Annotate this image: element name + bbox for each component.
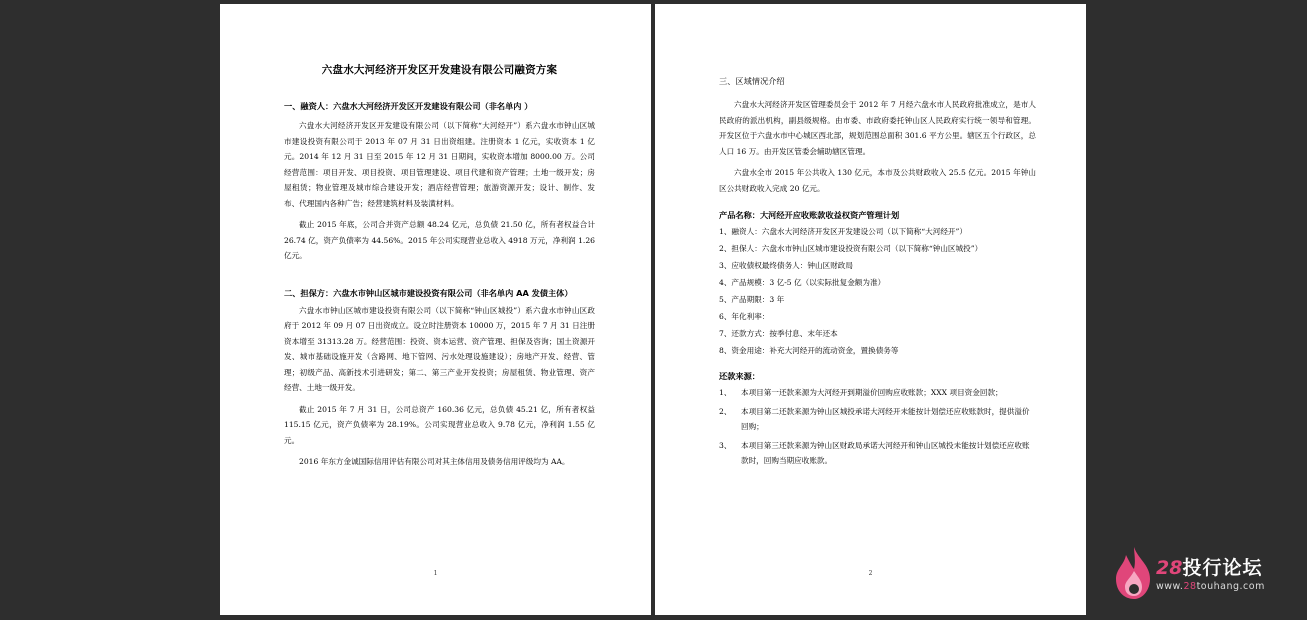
product-item: 3、应收债权最终债务人：钟山区财政局 [719, 261, 853, 270]
repayment-item [719, 404, 1036, 435]
document-page-1[interactable] [220, 4, 651, 615]
repayment-item-text: 本项目第三还款来源为钟山区财政局承诺大河经开和钟山区城投未能按计划偿还应收账款时，回购当期应收账款。 [741, 440, 1030, 465]
logo-url-highlight: 28 [1183, 581, 1197, 592]
section-1-paragraph-2: 截止 2015 年底，公司合并资产总额 48.24 亿元，总负债 21.50 亿，所有者权益合计 26.74 亿，资产负债率为 44.56%。2015 年公司实现营业总收入 4918 万元，净利润 1.26 亿元。 [284, 220, 595, 260]
repayment-item [719, 438, 1036, 469]
product-item: 2、担保人：六盘水市钟山区城市建设投资有限公司（以下简称“钟山区城投”） [719, 244, 983, 253]
section-3-heading: 三、区域情况介绍 [719, 76, 785, 86]
section-2-heading: 二、担保方：六盘水市钟山区城市建设投资有限公司（非名单内 AA 发债主体） [284, 287, 573, 298]
repayment-list [719, 385, 1036, 469]
product-item: 7、还款方式：按季付息、末年还本 [719, 329, 838, 338]
section-3-paragraph-1: 六盘水大河经济开发区管理委员会于 2012 年 7 月经六盘水市人民政府批准成立，是市人民政府的派出机构，副县级规格。由市委、市政府委托钟山区人民政府实行统一领导和管理。开发区位于六盘水市中心城区西北部，规划范围总面积 301.6 平方公里。辖区五个行政区，总人口 16 万。由开发区管委会辅助辖区管理。 [719, 100, 1036, 156]
section-2-paragraph-1: 六盘水市钟山区城市建设投资有限公司（以下简称“钟山区城投”）系六盘水市钟山区政府于 2012 年 09 月 07 日出资成立。设立时注册资本 10000 万，2015 年 7 月 31 日注册资本增至 31313.28 万。经营范围：投资、资本运营、资产管理、担保及咨询；国土资源开发、城市基础设施开发（含路网、地下管网、污水处理设施建设）；房地产开发、经营、管理；初级产品、高新技术引进研发；第二、第三产业开发投资；房屋租赁、物业管理、资产经营、土地一级开发。 [284, 305, 595, 392]
section-1-heading: 一、融资人：六盘水大河经济开发区开发建设有限公司（非名单内 ） [284, 101, 533, 111]
page-number: 1 [433, 570, 438, 577]
logo-number: 28 [1156, 557, 1183, 579]
product-heading: 产品名称：大河经开应收账款收益权资产管理计划 [719, 210, 900, 220]
product-item: 1、融资人：六盘水大河经济开发区开发建设公司（以下简称“大河经开”） [719, 227, 967, 236]
logo-url-prefix: www. [1156, 581, 1184, 592]
section-3-paragraph-2: 六盘水全市 2015 年公共收入 130 亿元，本市及公共财政收入 25.5 亿元。2015 年钟山区公共财政收入完成 20 亿元。 [719, 168, 1036, 193]
product-item: 5、产品期限：3 年 [719, 295, 785, 304]
flame-icon [1112, 545, 1156, 601]
document-page-2[interactable] [655, 4, 1086, 615]
section-2-paragraph-3: 2016 年东方金诚国际信用评估有限公司对其主体信用及债务信用评级均为 AA。 [299, 457, 570, 466]
product-item: 6、年化利率： [719, 312, 770, 321]
repayment-item-number: 2、 [719, 406, 732, 416]
repayment-item-text: 本项目第一还款来源为大河经开到期溢价回购应收账款；XXX 项目资金回款； [741, 388, 1003, 397]
repayment-heading: 还款来源： [719, 371, 760, 381]
product-item: 8、资金用途：补充大河经开的流动资金，置换债务等 [719, 346, 899, 355]
repayment-item [719, 385, 1036, 401]
repayment-item-text: 本项目第二还款来源为钟山区城投承诺大河经开未能按计划偿还应收账款时，提供溢价回购； [741, 406, 1030, 431]
logo-chinese: 投行论坛 [1182, 557, 1263, 579]
product-list [719, 223, 1036, 359]
repayment-item-number: 1、 [719, 388, 732, 397]
section-2-paragraph-2: 截止 2015 年 7 月 31 日，公司总资产 160.36 亿元，总负债 45.21 亿，所有者权益 115.15 亿元，资产负债率为 28.19%。公司实现营业总收入 9.78 亿元，净利润 1.55 亿元。 [284, 404, 595, 445]
product-item: 4、产品规模：3 亿-5 亿（以实际批复金额为准） [719, 278, 886, 287]
repayment-item-number: 3、 [719, 440, 732, 450]
logo-url-suffix: touhang.com [1196, 581, 1265, 592]
section-1-paragraph-1: 六盘水大河经济开发区开发建设有限公司（以下简称“大河经开”）系六盘水市钟山区城市建设投资有限公司于 2013 年 07 月 31 日出资组建。注册资本 1 亿元，实收资本 1 亿元。2014 年 12 月 31 日至 2015 年 12 月 31 日期间，实收资本增加 8000.00 万。公司经营范围：项目开发、项目投资、项目管理建设、项目代建和资产管理；土地一级开发；房屋租赁；物业管理及城市综合建设开发；酒店经营管理；旅游资源开发；设计、制作、发布、代理国内各种广告；经营建筑材料及装潢材料。 [284, 121, 595, 208]
document-title: 六盘水大河经济开发区开发建设有限公司融资方案 [321, 64, 558, 76]
logo-url [1156, 581, 1265, 592]
logo-name [1156, 553, 1262, 580]
forum-logo [1112, 545, 1302, 601]
page-number: 2 [868, 570, 873, 577]
